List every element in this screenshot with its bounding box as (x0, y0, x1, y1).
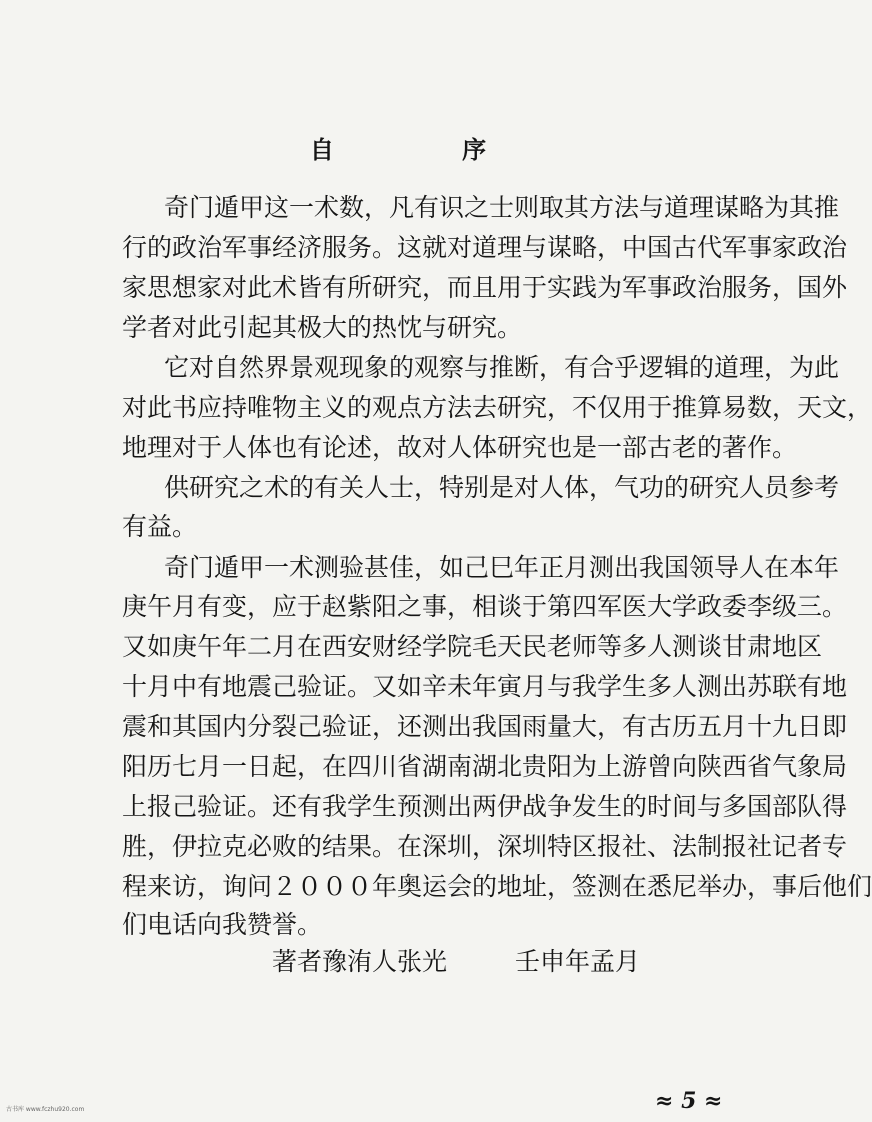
paragraph-line-8: 供研究之术的有关人士，特别是对人体，气功的研究人员参考 (164, 473, 840, 502)
paragraph-line-17: 胜，伊拉克必败的结果。在深圳，深圳特区报社、法制报社记者专 (122, 832, 848, 861)
signature-line (272, 947, 640, 977)
paragraph-line-6: 对此书应持唯物主义的观点方法去研究，不仅用于推算易数，天文， (122, 393, 872, 422)
paragraph-line-10: 奇门遁甲一术测验甚佳，如己巳年正月测出我国领导人在本年 (164, 553, 840, 582)
paragraph-line-12: 又如庚午年二月在西安财经学院毛天民老师等多人测谈甘肃地区 (122, 632, 823, 661)
paragraph-line-4: 学者对此引起其极大的热忱与研究。 (122, 313, 523, 342)
signature-date: 壬申年孟月 (514, 947, 640, 976)
paragraph-line-11: 庚午月有变，应于赵紫阳之事，相谈于第四军医大学政委李级三。 (122, 592, 848, 621)
paragraph-line-14: 震和其国内分裂己验证，还测出我国雨量大，有古历五月十九日即 (122, 712, 848, 741)
paragraph-line-18: 程来访，询问２０００年奥运会的地址，签测在悉尼举办，事后他们 (122, 872, 872, 901)
page-title: 自 序 (309, 135, 547, 164)
signature-author: 著者豫洧人张光 (272, 947, 448, 976)
paragraph-line-5: 它对自然界景观现象的观察与推断，有合乎逻辑的道理，为此 (164, 353, 840, 382)
paragraph-line-16: 上报己验证。还有我学生预测出两伊战争发生的时间与多国部队得 (122, 792, 848, 821)
page-number: ≈ 5 ≈ (655, 1088, 723, 1114)
paragraph-line-1: 奇门遁甲这一术数，凡有识之士则取其方法与道理谋略为其推 (164, 193, 840, 222)
footer-watermark: 古书库 www.fczhu920.com (6, 1106, 85, 1113)
paragraph-line-15: 阳历七月一日起，在四川省湖南湖北贵阳为上游曾向陕西省气象局 (122, 752, 848, 781)
paragraph-line-2: 行的政治军事经济服务。这就对道理与谋略，中国古代军事家政治 (122, 233, 848, 262)
paragraph-line-9: 有益。 (122, 512, 198, 541)
paragraph-line-19: 们电话向我赞誉。 (122, 910, 323, 939)
paragraph-line-3: 家思想家对此术皆有所研究，而且用于实践为军事政治服务，国外 (122, 273, 848, 302)
paragraph-line-13: 十月中有地震己验证。又如辛未年寅月与我学生多人测出苏联有地 (122, 672, 848, 701)
paragraph-line-7: 地理对于人体也有论述，故对人体研究也是一部古老的著作。 (122, 433, 798, 462)
